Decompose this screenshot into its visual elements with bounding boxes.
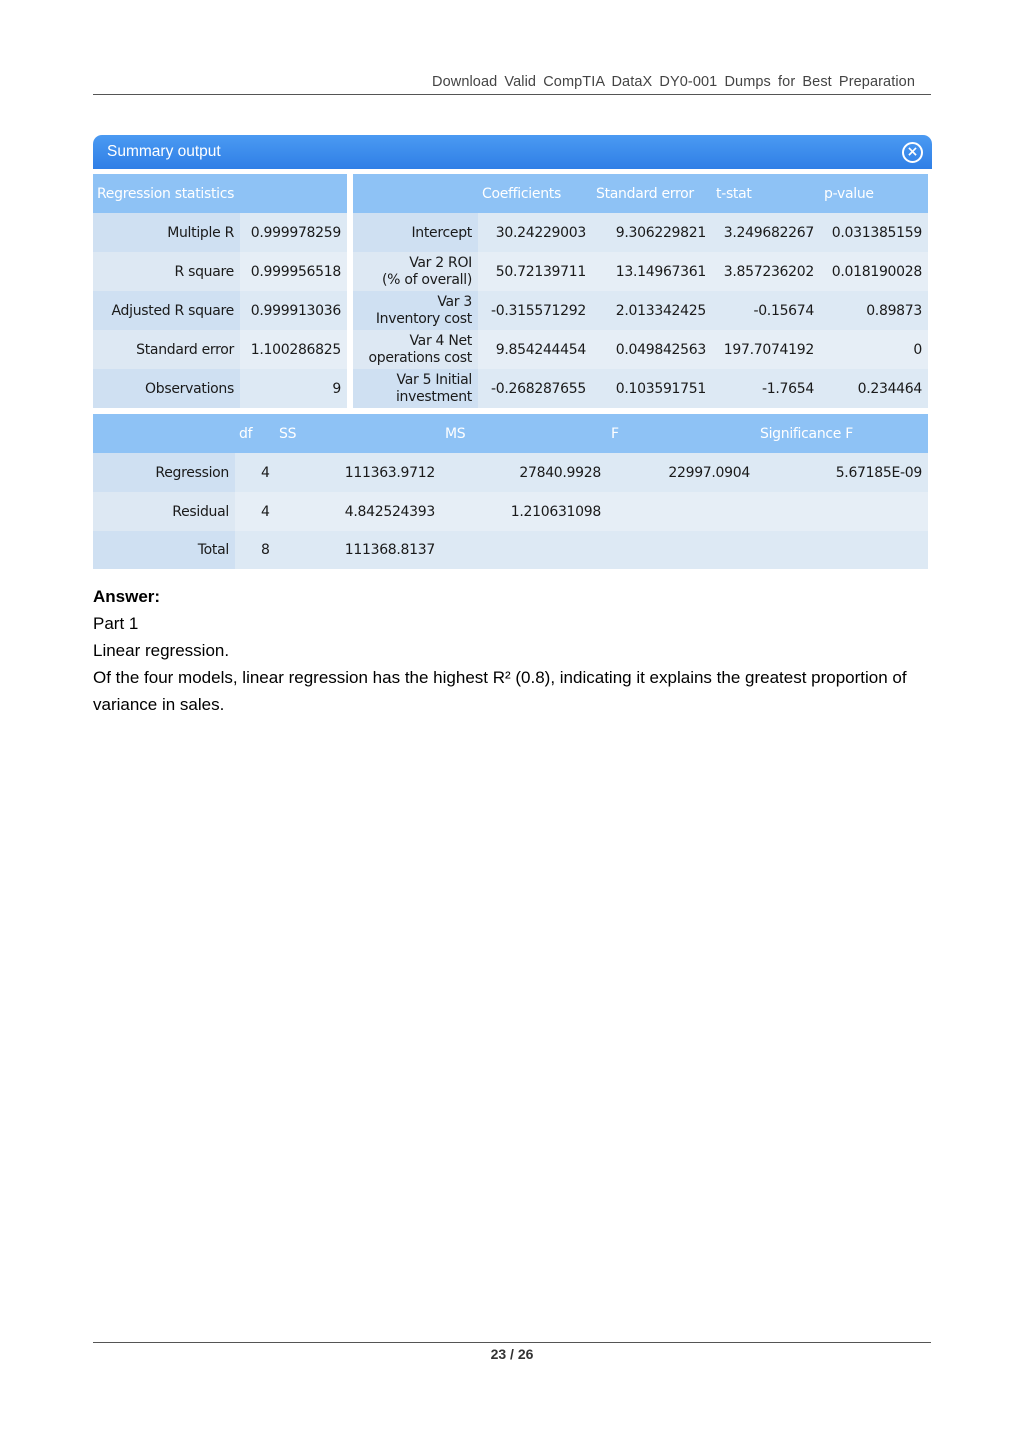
coef-label-line1: Var 3 (437, 293, 472, 310)
anova-row-label: Residual (93, 492, 235, 531)
ms-value (441, 531, 607, 569)
coefficients-header: Coefficients (478, 174, 592, 213)
p-value: 0.89873 (820, 291, 928, 330)
significance-f-value (756, 492, 928, 531)
header-text: Download Valid CompTIA DataX DY0-001 Dumps for Best Preparation (432, 74, 915, 90)
close-icon[interactable]: × (902, 142, 923, 163)
anova-label-header (93, 414, 235, 453)
se-value: 9.306229821 (592, 213, 712, 252)
anova-row-label: Total (93, 531, 235, 569)
stat-label: R square (93, 252, 240, 291)
stat-label: Standard error (93, 330, 240, 369)
standard-error-header: Standard error (592, 174, 712, 213)
ss-value: 111363.9712 (275, 453, 441, 492)
f-header: F (607, 414, 756, 453)
se-value: 2.013342425 (592, 291, 712, 330)
coef-label-line2: Inventory cost (375, 310, 472, 327)
answer-part: Part 1 (93, 614, 139, 633)
stat-value: 0.999956518 (240, 252, 347, 291)
t-value: -0.15674 (712, 291, 820, 330)
f-value (607, 531, 756, 569)
ss-header: SS (275, 414, 441, 453)
coef-label-line1: Var 4 Net (409, 332, 472, 349)
stat-label: Multiple R (93, 213, 240, 252)
coef-value: 50.72139711 (478, 252, 592, 291)
answer-section (93, 583, 933, 718)
page-number: 23 / 26 (490, 1346, 534, 1362)
stat-value: 1.100286825 (240, 330, 347, 369)
answer-model: Linear regression. (93, 641, 230, 660)
coef-row-label (353, 252, 478, 291)
stat-value: 0.999978259 (240, 213, 347, 252)
df-value: 4 (235, 492, 275, 531)
significance-f-value (756, 531, 928, 569)
f-value (607, 492, 756, 531)
p-value: 0.031385159 (820, 213, 928, 252)
coef-row-label (353, 369, 478, 408)
p-value-header: p-value (820, 174, 928, 213)
coef-label-line1: Var 2 ROI (409, 254, 472, 271)
stat-value: 0.999913036 (240, 291, 347, 330)
f-value: 22997.0904 (607, 453, 756, 492)
coef-label-header (353, 174, 478, 213)
panel-title-bar (93, 135, 932, 169)
stat-label: Observations (93, 369, 240, 408)
p-value: 0.234464 (820, 369, 928, 408)
p-value: 0 (820, 330, 928, 369)
df-value: 4 (235, 453, 275, 492)
stat-label: Adjusted R square (93, 291, 240, 330)
coef-label-line1: Var 5 Initial (396, 371, 472, 388)
coef-value: 9.854244454 (478, 330, 592, 369)
p-value: 0.018190028 (820, 252, 928, 291)
coef-row-label (353, 213, 478, 252)
ms-header: MS (441, 414, 607, 453)
coef-label-line2: (% of overall) (382, 271, 472, 288)
coef-label-line2: operations cost (368, 349, 472, 366)
se-value: 0.049842563 (592, 330, 712, 369)
significance-f-value: 5.67185E-09 (756, 453, 928, 492)
page-footer (93, 1342, 931, 1362)
page-header (93, 74, 931, 95)
se-value: 13.14967361 (592, 252, 712, 291)
coef-value: -0.268287655 (478, 369, 592, 408)
t-value: 197.7074192 (712, 330, 820, 369)
df-value: 8 (235, 531, 275, 569)
se-value: 0.103591751 (592, 369, 712, 408)
significance-f-header: Significance F (756, 414, 928, 453)
summary-output-panel (93, 135, 932, 569)
df-header: df (235, 414, 275, 453)
anova-row-label: Regression (93, 453, 235, 492)
t-value: -1.7654 (712, 369, 820, 408)
ss-value: 111368.8137 (275, 531, 441, 569)
ss-value: 4.842524393 (275, 492, 441, 531)
coef-row-label (353, 330, 478, 369)
coef-label-line2: investment (395, 388, 472, 405)
coef-value: -0.315571292 (478, 291, 592, 330)
coef-label-line1: Intercept (411, 224, 472, 241)
panel-title: Summary output (107, 143, 221, 160)
regression-statistics-header: Regression statistics (93, 174, 347, 213)
ms-value: 1.210631098 (441, 492, 607, 531)
coef-row-label (353, 291, 478, 330)
stat-value: 9 (240, 369, 347, 408)
t-stat-header: t-stat (712, 174, 820, 213)
t-value: 3.857236202 (712, 252, 820, 291)
coef-value: 30.24229003 (478, 213, 592, 252)
answer-heading: Answer: (93, 587, 161, 606)
answer-explanation: Of the four models, linear regression has the highest R² (0.8), indicating it explains the greatest proportion of variance in sales. (93, 668, 907, 714)
ms-value: 27840.9928 (441, 453, 607, 492)
t-value: 3.249682267 (712, 213, 820, 252)
